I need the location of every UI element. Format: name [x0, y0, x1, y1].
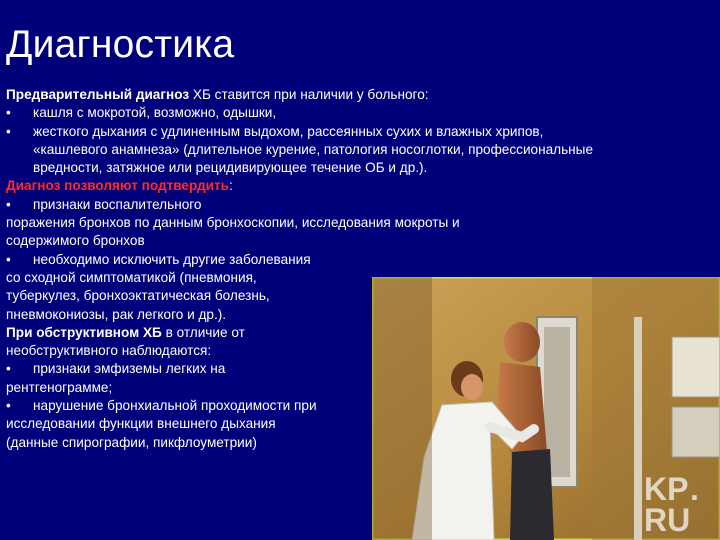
list-item-text: необходимо исключить другие заболевания [33, 251, 311, 267]
slide-title: Диагностика [6, 23, 235, 66]
text-line: пневмокониозы, рак легкого и др.). [6, 306, 227, 322]
list-item [6, 141, 633, 178]
watermark-ru: RU [644, 502, 691, 538]
list-item [6, 123, 656, 141]
text-line: туберкулез, бронхоэктатическая болезнь, [6, 288, 270, 304]
obstructive-rest: в отличие от [161, 324, 245, 340]
list-item-text: кашля с мокротой, возможно, одышки, [33, 105, 277, 121]
list-item [6, 251, 656, 269]
bullet: • [6, 361, 11, 377]
list-item-text: признаки эмфиземы легких на [33, 361, 226, 377]
xray-examination-photo [372, 277, 720, 540]
list-item-text: жесткого дыхания с удлиненным выдохом, рассеянных сухих и влажных хрипов, [33, 123, 544, 139]
list-item [6, 104, 656, 122]
bullet: • [6, 251, 11, 267]
watermark-dot: . [690, 471, 699, 507]
preliminary-diagnosis-rest: ХБ ставится при наличии у больного: [189, 87, 429, 102]
list-item-text: признаки воспалительного [33, 196, 202, 212]
patient-head-icon [504, 322, 540, 362]
patient-trousers-icon [510, 449, 554, 540]
xray-machine-icon [672, 337, 720, 397]
text-line: поражения бронхов по данным бронхоскопии, исследования мокроты и [6, 215, 460, 231]
text-line: исследовании функции внешнего дыхания [6, 416, 276, 432]
obstructive-bold: При обструктивном ХБ [6, 324, 162, 340]
bullet: • [6, 123, 11, 139]
text-line: содержимого бронхов [6, 233, 145, 249]
photo-illustration [372, 277, 720, 540]
text-line: необструктивного наблюдаются: [6, 343, 212, 359]
xray-cabinet-icon [672, 407, 720, 457]
text-line: (данные спирографии, пикфлоуметрии) [6, 434, 257, 450]
left-shadow [372, 277, 432, 540]
bullet [6, 141, 33, 159]
text-line: со сходной симптоматикой (пневмония, [6, 269, 257, 285]
preliminary-diagnosis-heading [6, 86, 656, 104]
confirm-diagnosis-red: Диагноз позволяют подтвердить [6, 178, 229, 194]
text-line: рентгенограмме; [6, 379, 113, 395]
bullet: • [6, 196, 11, 212]
doctor-face-icon [461, 374, 483, 400]
list-item-text: «кашлевого анамнеза» (длительное курение, патология носоглотки, профессиональные вредности, затяжное или рецидивирующее течение ОБ и др.). [33, 141, 594, 176]
equipment-pole-icon [634, 317, 642, 540]
bullet: • [6, 398, 11, 414]
watermark-kp: KP [644, 471, 689, 507]
confirm-diagnosis-heading [6, 177, 656, 195]
list-item [6, 196, 656, 214]
preliminary-diagnosis-bold: Предварительный диагноз [6, 87, 190, 102]
confirm-diagnosis-colon: : [228, 178, 233, 194]
list-item-text: нарушение бронхиальной проходимости при [33, 398, 317, 414]
bullet: • [6, 105, 11, 121]
